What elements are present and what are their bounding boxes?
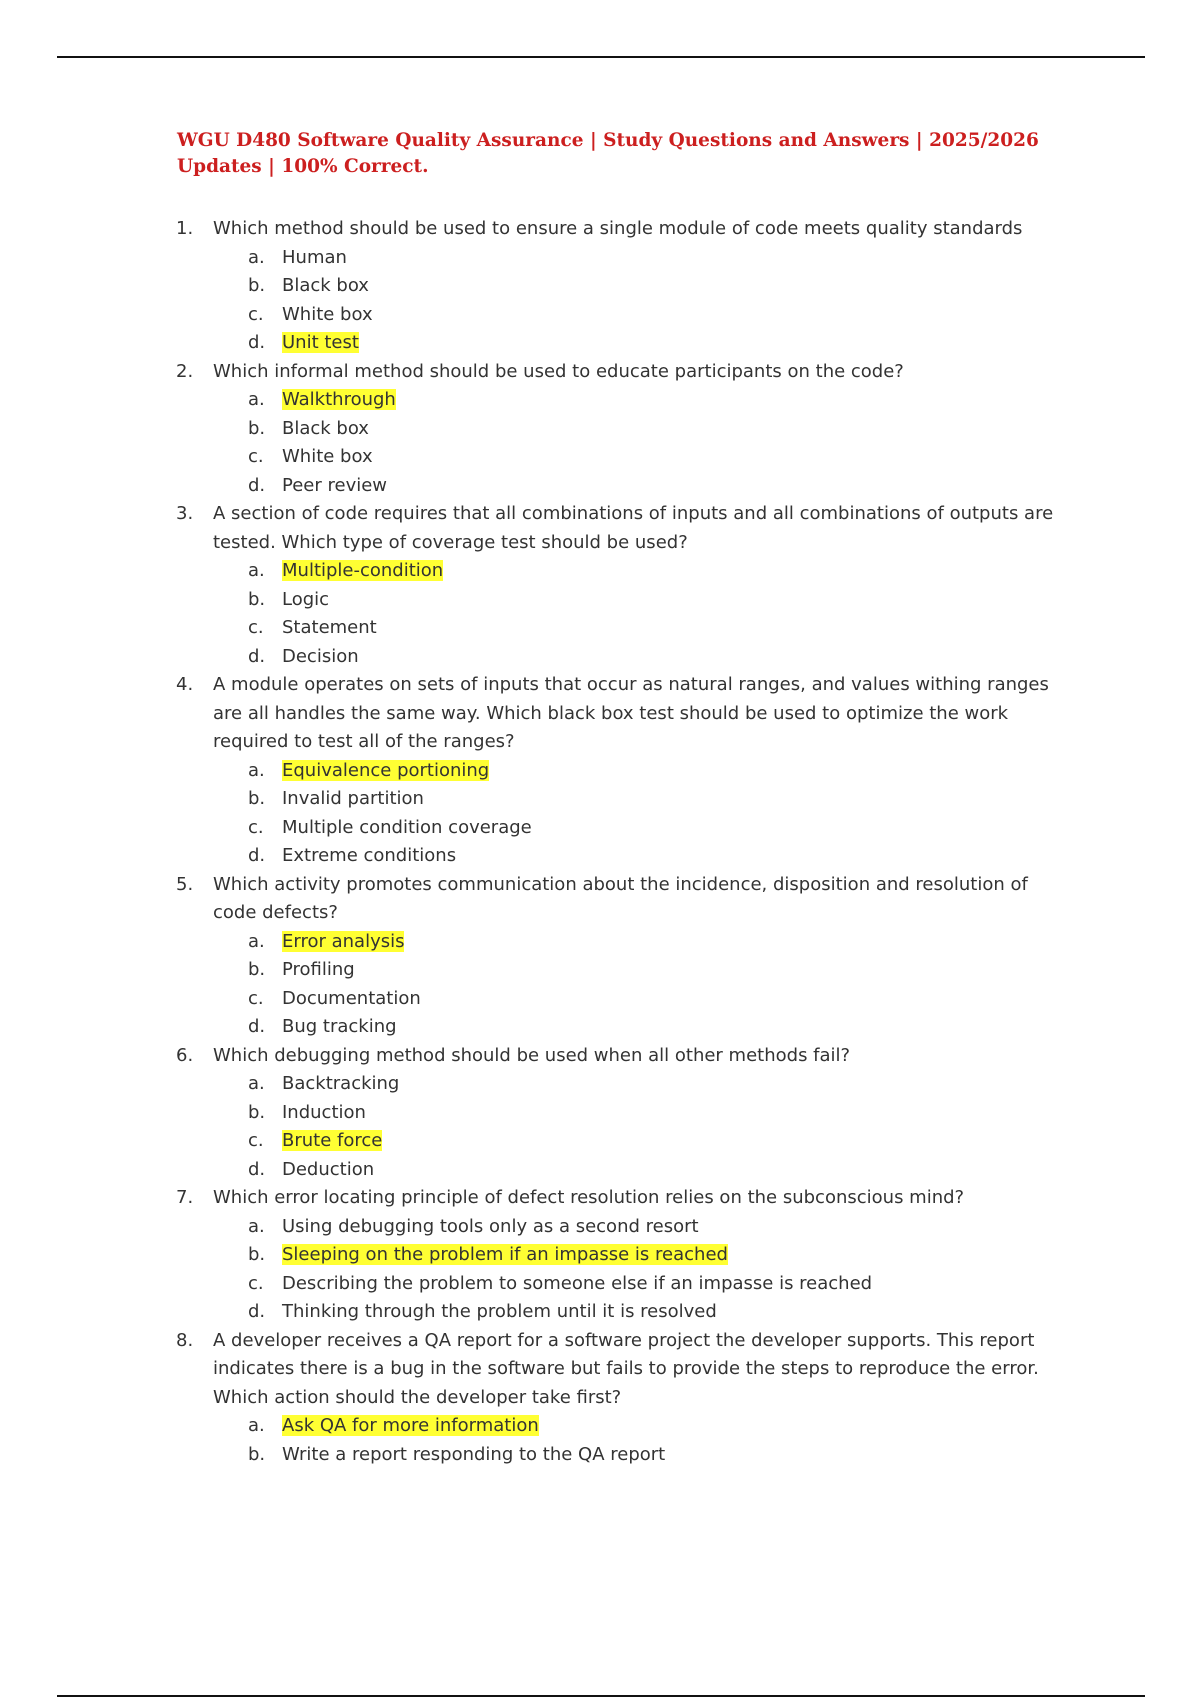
- question-number: 6.: [176, 1044, 194, 1066]
- option-text: White box: [282, 446, 373, 467]
- highlighted-answer: Walkthrough: [282, 389, 396, 410]
- option-text: Black box: [282, 275, 369, 296]
- answer-option-correct: [176, 757, 1056, 786]
- question-text: Which error locating principle of defect resolution relies on the subconscious mind?: [213, 1187, 965, 1208]
- option-text: White box: [282, 303, 373, 325]
- answer-option: [176, 785, 1056, 814]
- option-letter: b.: [248, 959, 266, 980]
- option-letter: b.: [248, 588, 266, 610]
- answer-option: [176, 415, 1056, 444]
- option-text: Write a report responding to the QA report: [282, 1443, 666, 1465]
- answer-option: [176, 1441, 1056, 1470]
- option-text: Decision: [282, 645, 359, 667]
- top-rule: [57, 56, 1145, 58]
- option-letter: c.: [248, 303, 264, 325]
- option-text: Profiling: [282, 959, 355, 980]
- answer-options: [176, 1412, 1056, 1469]
- answer-option: [176, 1298, 1056, 1327]
- answer-option: [176, 985, 1056, 1014]
- question-text: A developer receives a QA report for a software project the developer supports. This report indicates there is a bug in the software but fails to provide the steps to reproduce the error. Which action should the developer take first?: [213, 1329, 1039, 1408]
- answer-option: [176, 272, 1056, 301]
- option-text: Extreme conditions: [282, 845, 457, 866]
- option-text: Statement: [282, 617, 377, 638]
- question-item: [176, 215, 1056, 244]
- option-letter: c.: [248, 816, 264, 838]
- question-item: [176, 1042, 1056, 1071]
- document-title: WGU D480 Software Quality Assurance | Study Questions and Answers | 2025/2026 Updates | 100% Correct.: [177, 130, 1039, 177]
- option-letter: c.: [248, 1130, 264, 1151]
- question-item: [176, 1184, 1056, 1213]
- option-text: Peer review: [282, 474, 388, 496]
- option-letter: b.: [248, 1443, 266, 1465]
- answer-options: [176, 928, 1056, 1042]
- question-text: Which debugging method should be used when all other methods fail?: [213, 1044, 851, 1066]
- option-letter: c.: [248, 1272, 264, 1294]
- option-text: Human: [282, 246, 347, 268]
- option-letter: a.: [248, 1073, 265, 1094]
- answer-options: [176, 557, 1056, 671]
- question-text: Which informal method should be used to educate participants on the code?: [213, 360, 904, 382]
- answer-option: [176, 1156, 1056, 1185]
- option-letter: d.: [248, 1016, 266, 1037]
- answer-option: [176, 1013, 1056, 1042]
- question-number: 2.: [176, 360, 194, 382]
- question-text: Which activity promotes communication about the incidence, disposition and resolution of code defects?: [213, 873, 1028, 923]
- option-letter: b.: [248, 1244, 266, 1265]
- answer-options: [176, 757, 1056, 871]
- option-letter: a.: [248, 759, 265, 781]
- highlighted-answer: Sleeping on the problem if an impasse is reached: [282, 1244, 728, 1265]
- question-number: 5.: [176, 873, 194, 895]
- question-item: [176, 358, 1056, 387]
- question-item: [176, 871, 1056, 928]
- highlighted-answer: Unit test: [282, 332, 359, 353]
- option-letter: c.: [248, 617, 264, 638]
- answer-option: [176, 614, 1056, 643]
- question-number: 1.: [176, 218, 194, 239]
- option-text: Deduction: [282, 1158, 375, 1180]
- answer-option: [176, 643, 1056, 672]
- question-text: Which method should be used to ensure a single module of code meets quality standards: [213, 218, 1023, 239]
- option-letter: b.: [248, 275, 266, 296]
- highlighted-answer: Error analysis: [282, 930, 405, 952]
- question-item: [176, 671, 1056, 757]
- option-text: Logic: [282, 588, 330, 610]
- highlighted-answer: Ask QA for more information: [282, 1415, 539, 1436]
- question-list: [176, 215, 1056, 1469]
- question-text: A module operates on sets of inputs that occur as natural ranges, and values withing ranges are all handles the same way. Which black box test should be used to optimize the work required to test all of the ranges?: [213, 674, 1049, 752]
- question-number: 4.: [176, 674, 194, 695]
- option-text: Invalid partition: [282, 788, 424, 809]
- option-text: Describing the problem to someone else if an impasse is reached: [282, 1272, 873, 1294]
- answer-option: [176, 443, 1056, 472]
- option-text: Bug tracking: [282, 1016, 397, 1037]
- answer-option: [176, 814, 1056, 843]
- answer-option-correct: [176, 386, 1056, 415]
- option-letter: d.: [248, 1301, 266, 1322]
- answer-option: [176, 842, 1056, 871]
- option-text: Black box: [282, 417, 369, 439]
- option-text: Using debugging tools only as a second resort: [282, 1215, 699, 1237]
- question-item: [176, 1327, 1056, 1413]
- answer-option: [176, 956, 1056, 985]
- answer-option-correct: [176, 1127, 1056, 1156]
- option-text: Backtracking: [282, 1073, 400, 1094]
- option-letter: d.: [248, 474, 266, 496]
- answer-option-correct: [176, 1412, 1056, 1441]
- question-number: 7.: [176, 1187, 194, 1208]
- answer-option-correct: [176, 329, 1056, 358]
- answer-option: [176, 586, 1056, 615]
- option-text: Documentation: [282, 987, 421, 1009]
- option-letter: d.: [248, 332, 266, 353]
- highlighted-answer: Multiple-condition: [282, 560, 444, 581]
- answer-option: [176, 472, 1056, 501]
- answer-option: [176, 244, 1056, 273]
- answer-options: [176, 244, 1056, 358]
- option-letter: a.: [248, 930, 265, 952]
- bottom-rule: [57, 1695, 1145, 1697]
- option-letter: a.: [248, 1415, 265, 1436]
- answer-options: [176, 1213, 1056, 1327]
- answer-option-correct: [176, 1241, 1056, 1270]
- answer-option: [176, 301, 1056, 330]
- question-number: 8.: [176, 1329, 194, 1351]
- answer-options: [176, 1070, 1056, 1184]
- answer-option-correct: [176, 557, 1056, 586]
- option-letter: d.: [248, 645, 266, 667]
- option-text: Induction: [282, 1101, 366, 1123]
- question-text: A section of code requires that all combinations of inputs and all combinations of outputs are tested. Which type of coverage test should be used?: [213, 503, 1054, 553]
- answer-option-correct: [176, 928, 1056, 957]
- highlighted-answer: Equivalence portioning: [282, 759, 490, 781]
- answer-option: [176, 1070, 1056, 1099]
- option-letter: a.: [248, 1215, 265, 1237]
- option-letter: b.: [248, 417, 266, 439]
- option-letter: a.: [248, 246, 265, 268]
- option-letter: c.: [248, 987, 264, 1009]
- option-letter: b.: [248, 1101, 266, 1123]
- option-letter: d.: [248, 1158, 266, 1180]
- highlighted-answer: Brute force: [282, 1130, 383, 1151]
- option-text: Thinking through the problem until it is resolved: [282, 1301, 717, 1322]
- option-letter: d.: [248, 845, 266, 866]
- answer-option: [176, 1270, 1056, 1299]
- option-letter: a.: [248, 389, 265, 410]
- question-item: [176, 500, 1056, 557]
- answer-option: [176, 1099, 1056, 1128]
- answer-options: [176, 386, 1056, 500]
- option-text: Multiple condition coverage: [282, 816, 532, 838]
- option-letter: a.: [248, 560, 265, 581]
- option-letter: c.: [248, 446, 264, 467]
- question-number: 3.: [176, 503, 194, 524]
- answer-option: [176, 1213, 1056, 1242]
- option-letter: b.: [248, 788, 266, 809]
